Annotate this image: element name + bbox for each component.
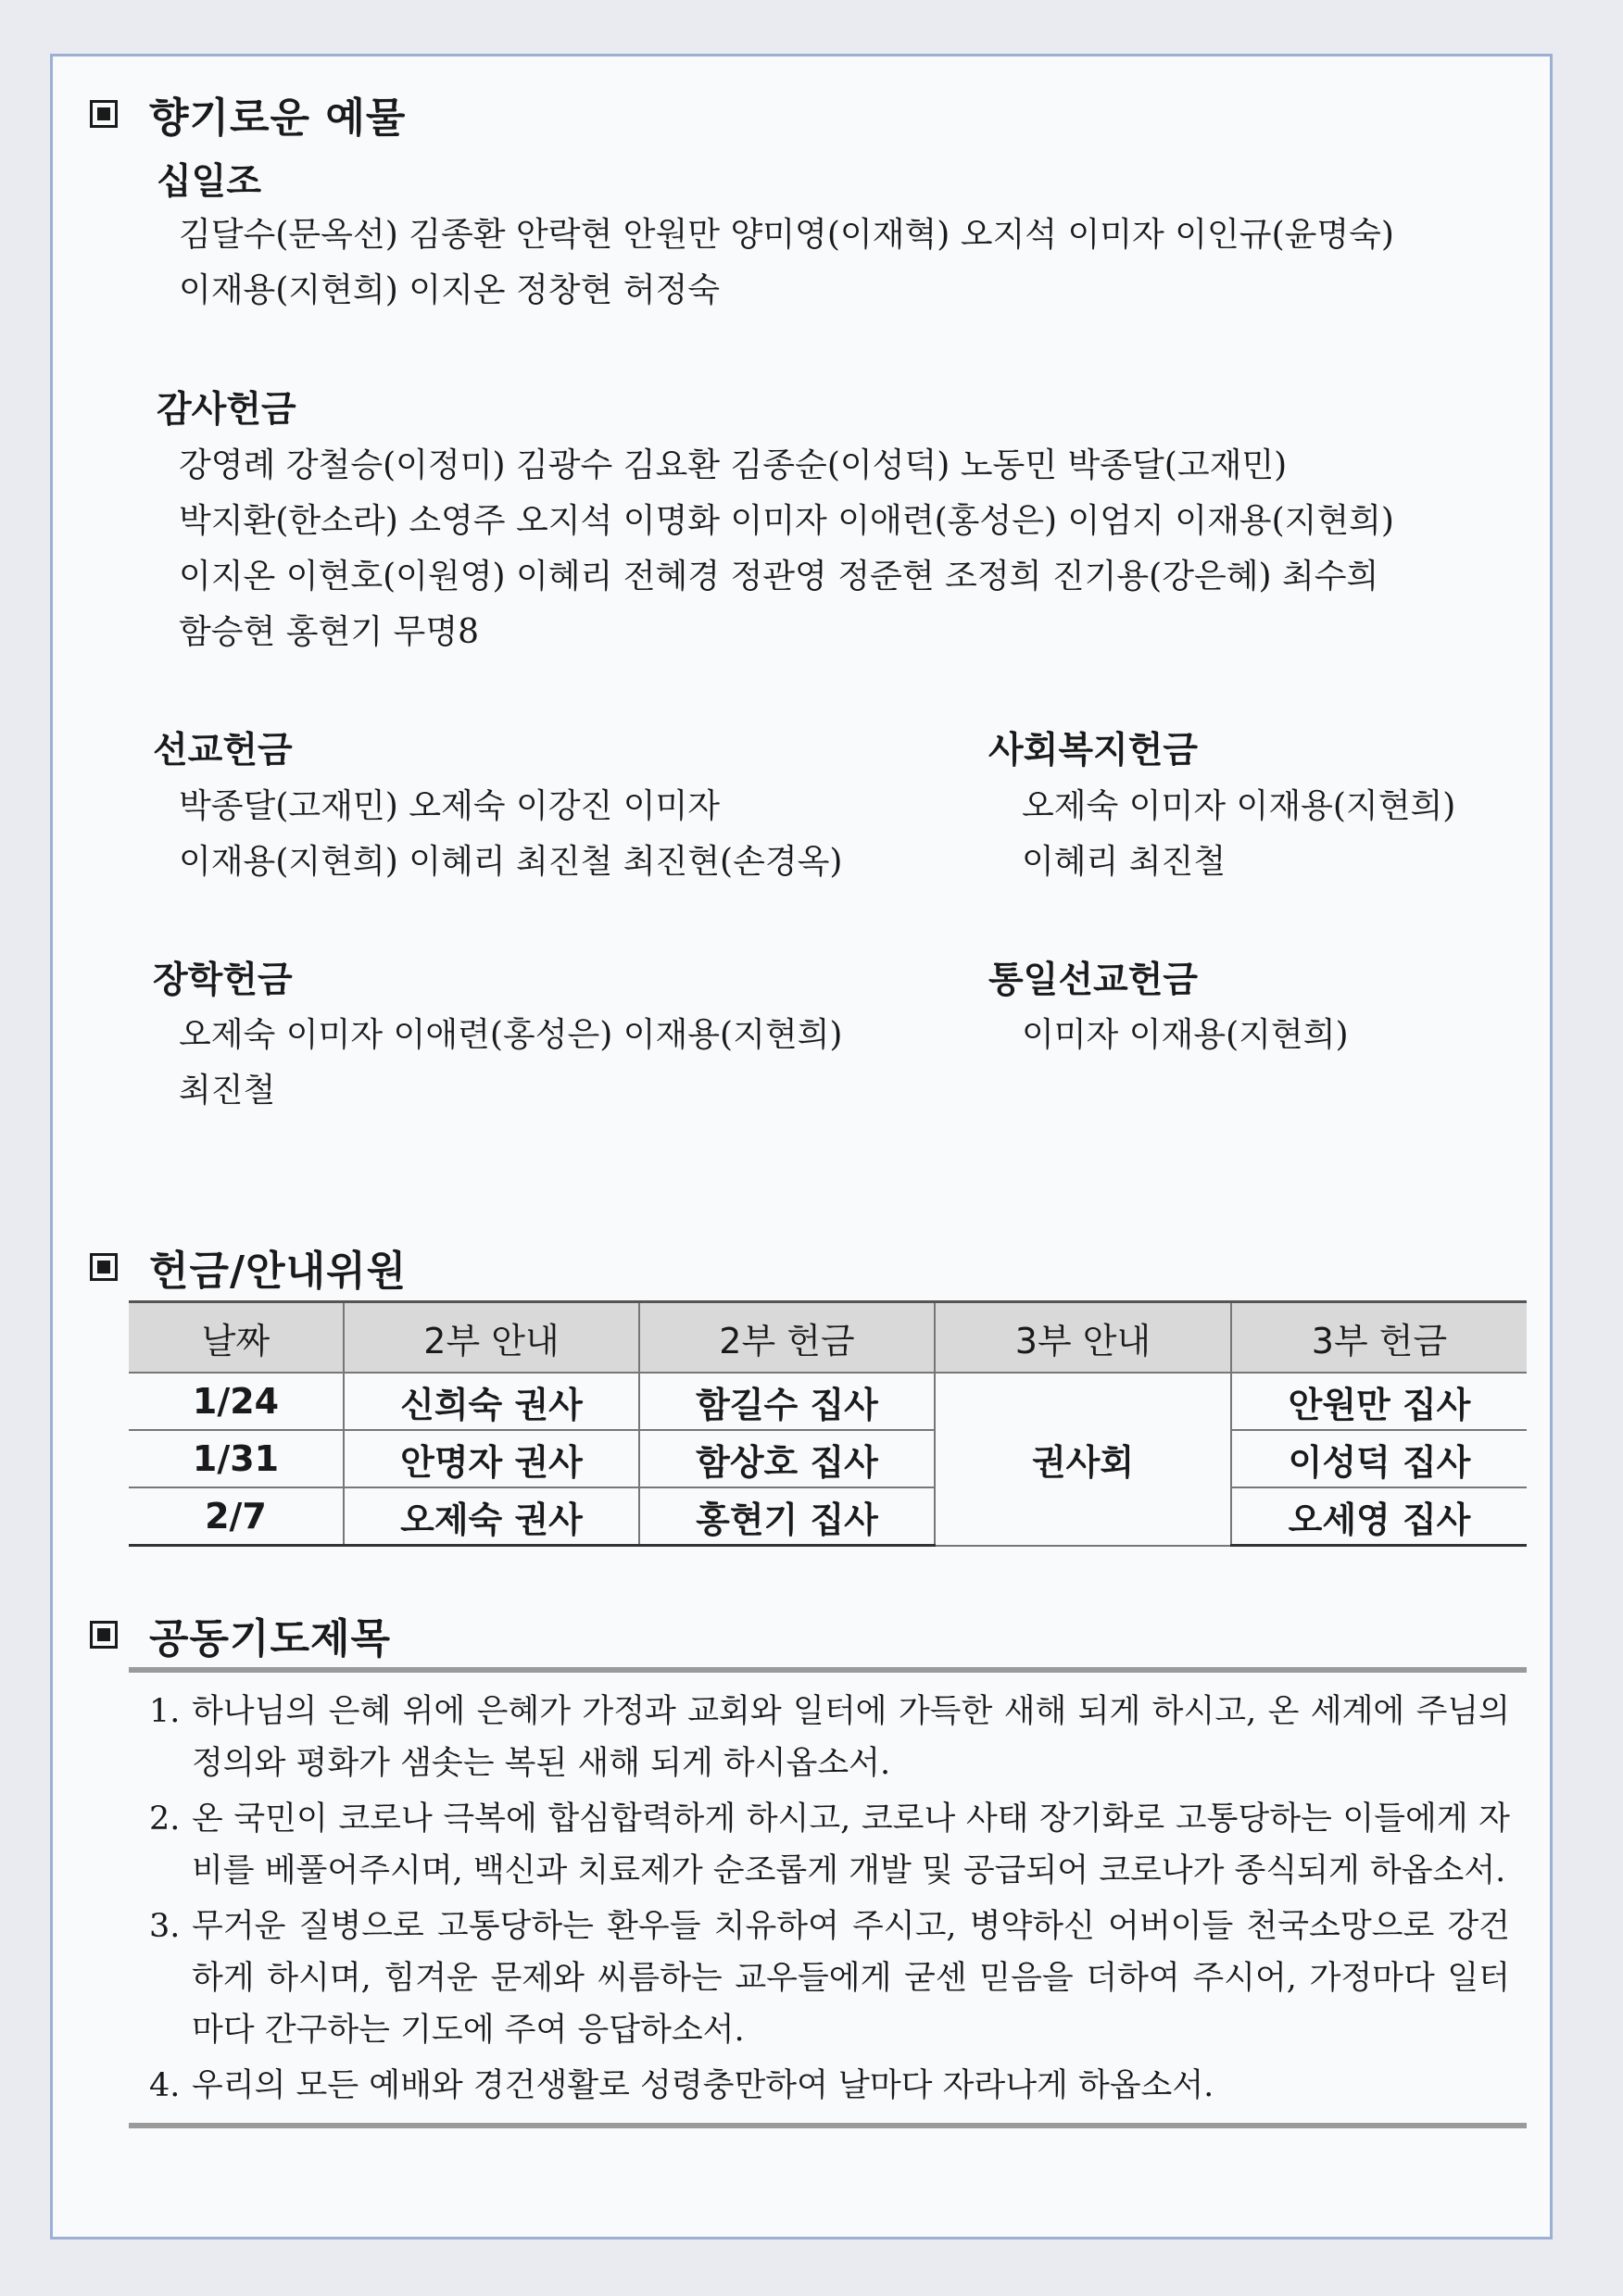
- offer2-cell: 홍현기 집사: [639, 1487, 935, 1546]
- table-header-row: [129, 1302, 1527, 1374]
- guide3-merged-cell: 권사회: [935, 1373, 1231, 1546]
- prayer-text: 우리의 모든 예배와 경건생활로 성령충만하여 날마다 자라나게 하옵소서.: [192, 2067, 1214, 2104]
- mission-names: [179, 779, 842, 890]
- welfare-names: [1022, 779, 1455, 890]
- prayer-text: 하나님의 은혜 위에 은혜가 가정과 교회와 일터에 가득한 새해 되게 하시고, 온 세계에 주님의 정의와 평화가 샘솟는 복된 새해 되게 하시옵소서.: [192, 1693, 1510, 1782]
- thanks-line: 강영례 강철승(이정미) 김광수 김요환 김종순(이성덕) 노동민 박종달(고재민): [179, 446, 1288, 484]
- thanks-line: 이지온 이현호(이원영) 이혜리 전혜경 정관영 정준현 조정희 진기용(강은혜) 최수희: [179, 558, 1379, 596]
- scholarship-names: [179, 1008, 842, 1119]
- offer2-cell: 함상호 집사: [639, 1430, 935, 1487]
- prayer-item: [149, 1901, 1510, 2056]
- table-row: [129, 1430, 1527, 1487]
- mission-line: 박종달(고재민) 오제숙 이강진 이미자: [179, 787, 721, 825]
- tithe-line: 이재용(지현희) 이지온 정창현 허정숙: [179, 271, 721, 309]
- prayer-section-title: [90, 1605, 391, 1664]
- date-cell: 2/7: [129, 1487, 344, 1546]
- bulletin-page: [50, 54, 1553, 2240]
- scholarship-line: 오제숙 이미자 이애련(홍성은) 이재용(지현희): [179, 1016, 843, 1054]
- welfare-label: 사회복지헌금: [988, 730, 1199, 772]
- unification-line: 이미자 이재용(지현희): [1022, 1016, 1349, 1054]
- ushers-section-title: [90, 1237, 407, 1297]
- prayer-text: 온 국민이 코로나 극복에 합심합력하게 하시고, 코로나 사태 장기화로 고통당하는 이들에게 자비를 베풀어주시며, 백신과 치료제가 순조롭게 개발 및 공급되어 코로나가 종식되게 하옵소서.: [192, 1800, 1510, 1889]
- mission-line: 이재용(지현희) 이혜리 최진철 최진현(손경옥): [179, 843, 843, 881]
- prayer-item: [149, 1793, 1510, 1897]
- prayer-number: 4.: [149, 2067, 181, 2104]
- prayer-item: [149, 1686, 1510, 1789]
- prayer-box: [129, 1667, 1527, 2128]
- offer3-cell: 안원만 집사: [1231, 1373, 1527, 1430]
- scholarship-label: 장학헌금: [153, 960, 293, 1001]
- offer3-cell: 이성덕 집사: [1231, 1430, 1527, 1487]
- prayer-item: [149, 2060, 1510, 2112]
- column-header: 2부 안내: [344, 1302, 639, 1374]
- guide2-cell: 오제숙 권사: [344, 1487, 639, 1546]
- offer2-cell: 함길수 집사: [639, 1373, 935, 1430]
- tithe-line: 김달수(문옥선) 김종환 안락현 안원만 양미영(이재혁) 오지석 이미자 이인규(윤명숙): [179, 216, 1394, 254]
- ushers-title: 헌금/안내위원: [149, 1248, 408, 1295]
- unification-label: 통일선교헌금: [988, 960, 1199, 1001]
- prayer-text: 무거운 질병으로 고통당하는 환우들 치유하여 주시고, 병약하신 어버이들 천국소망으로 강건하게 하시며, 힘겨운 문제와 씨름하는 교우들에게 굳센 믿음을 더하여 주시어, 가정마다 일터마다 간구하는 기도에 주여 응답하소서.: [192, 1908, 1510, 2049]
- table-row: [129, 1373, 1527, 1430]
- thanks-line: 함승현 홍현기 무명8: [179, 613, 479, 651]
- offering-section-title: [90, 84, 406, 144]
- mission-label: 선교헌금: [153, 730, 293, 772]
- offer3-cell: 오세영 집사: [1231, 1487, 1527, 1546]
- offering-title: 향기로운 예물: [149, 94, 407, 142]
- square-bullet-icon: [90, 100, 118, 128]
- thanks-names: [179, 438, 1394, 660]
- table-row: [129, 1487, 1527, 1546]
- unification-names: [1022, 1008, 1349, 1063]
- welfare-line: 이혜리 최진철: [1022, 843, 1227, 881]
- guide2-cell: 안명자 권사: [344, 1430, 639, 1487]
- column-header: 3부 안내: [935, 1302, 1231, 1374]
- prayer-number: 1.: [149, 1693, 181, 1730]
- date-cell: 1/24: [129, 1373, 344, 1430]
- column-header: 2부 헌금: [639, 1302, 935, 1374]
- prayer-title: 공동기도제목: [149, 1615, 392, 1662]
- tithe-label: 십일조: [157, 161, 262, 203]
- prayer-number: 3.: [149, 1908, 181, 1945]
- welfare-line: 오제숙 이미자 이재용(지현희): [1022, 787, 1456, 825]
- tithe-names: [179, 207, 1394, 319]
- column-header: 날짜: [129, 1302, 344, 1374]
- prayer-number: 2.: [149, 1800, 181, 1838]
- scholarship-line: 최진철: [179, 1072, 276, 1110]
- thanks-line: 박지환(한소라) 소영주 오지석 이명화 이미자 이애련(홍성은) 이엄지 이재용(지현희): [179, 502, 1394, 540]
- ushers-table: [129, 1300, 1527, 1547]
- square-bullet-icon: [90, 1253, 118, 1281]
- date-cell: 1/31: [129, 1430, 344, 1487]
- thanks-label: 감사헌금: [157, 389, 296, 431]
- square-bullet-icon: [90, 1621, 118, 1649]
- guide2-cell: 신희숙 권사: [344, 1373, 639, 1430]
- column-header: 3부 헌금: [1231, 1302, 1527, 1374]
